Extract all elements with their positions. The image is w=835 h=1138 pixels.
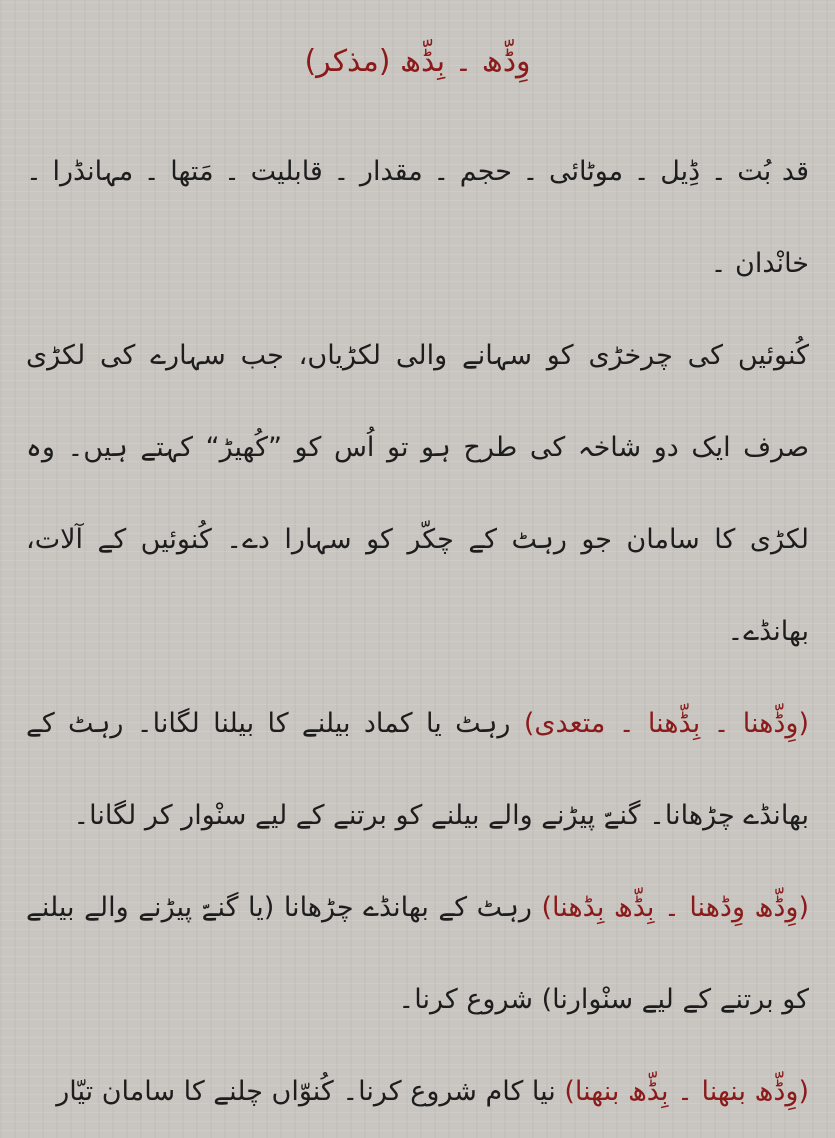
- page-title: وِڈّھ ۔ بِڈّھ (مذکر): [304, 44, 531, 79]
- entry-transitive: [26, 678, 809, 862]
- entry-term: (وِڈّھ وِڈھنا ۔ بِڈّھ بِڈھنا): [541, 892, 809, 923]
- entry-text: رہٹ کے بھانڈے چڑھانا (یا گنےّ پیڑنے والے بیلنے کو برتنے کے لیے سنْوارنا) شروع کرنا۔: [26, 892, 809, 1015]
- definition-text: قد بُت ۔ ڈِیل ۔ موٹائی ۔ حجم ۔ مقدار ۔ قابلیت ۔ مَتھا ۔ مہانڈرا ۔ خانْدان ۔: [26, 156, 809, 279]
- entry-term: (وِڈّھنا ۔ بِڈّھنا ۔ متعدی): [523, 708, 810, 739]
- description-text: کُنوئیں کی چرخڑی کو سہانے والی لکڑیاں، جب سہارے کی لکڑی صرف ایک دو شاخہ کی طرح ہو تو اُس کو ”کُھیڑ“ کہتے ہیں۔ وہ لکڑی کا سامان جو رہٹ کے چکّر کو سہارا دے۔ کُنوئیں کے آلات، بھانڈے۔: [26, 340, 809, 647]
- entry-term: (وِڈّھ بنھنا ۔ بِڈّھ بنھنا): [564, 1076, 809, 1107]
- entry-compound-tie: [26, 1046, 809, 1138]
- entry-text: نیا کام شروع کرنا۔ کُنوّاں چلنے کا سامان تیّار: [56, 1076, 565, 1107]
- entry-text: رہٹ یا کماد بیلنے کا بیلنا لگانا۔ رہٹ کے بھانڈے چڑھانا۔ گنےّ پیڑنے والے بیلنے کو برتنے کے لیے سنْوار کر لگانا۔: [26, 708, 809, 831]
- entry-compound-start: [26, 862, 809, 1046]
